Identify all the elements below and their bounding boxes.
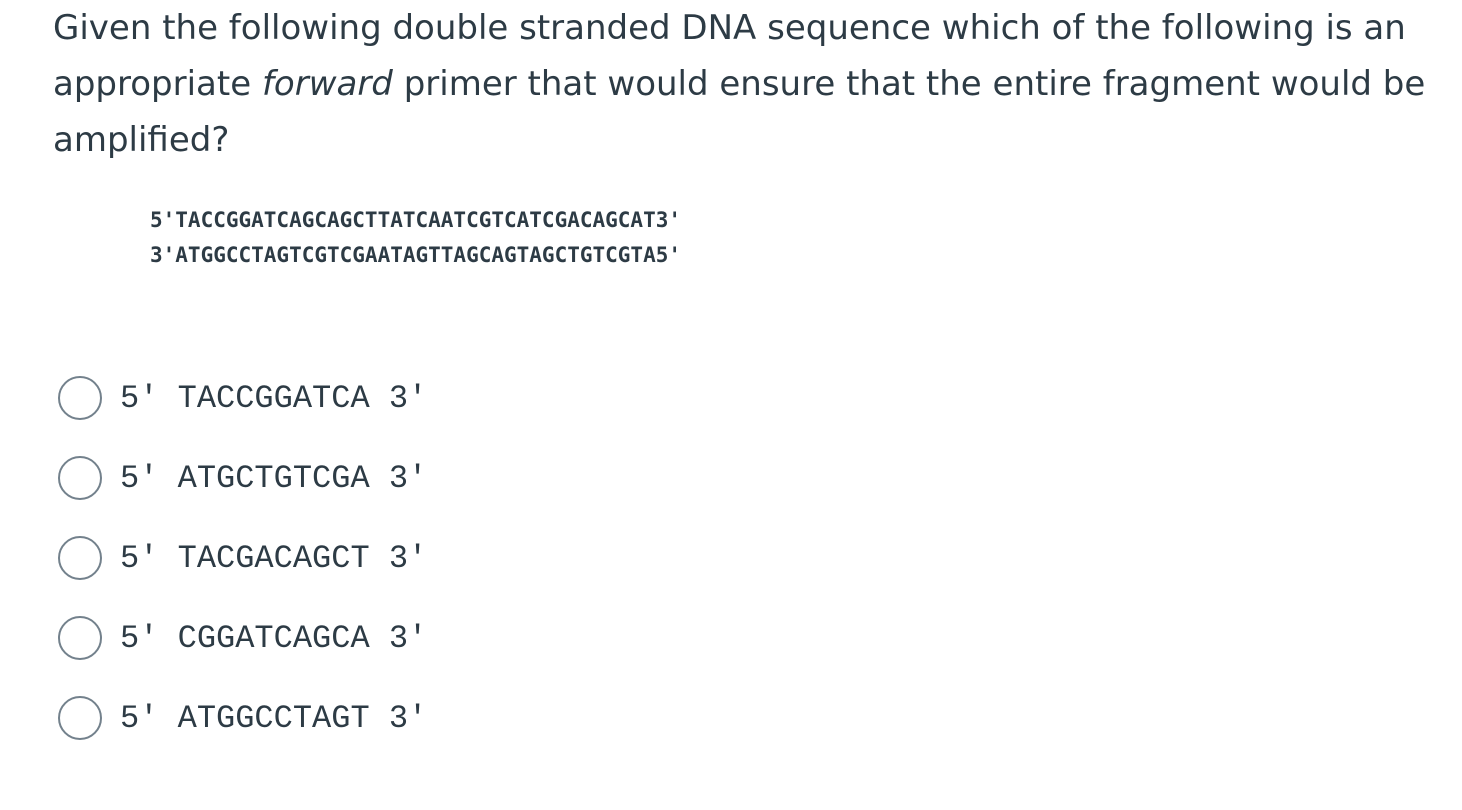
question-line-1: Given the following double stranded DNA sequence which of the following is an [53,8,1406,48]
answer-label-5[interactable]: 5' ATGGCCTAGT 3' [120,699,428,737]
question-emphasis-forward: forward [261,64,393,104]
answer-option-2[interactable] [58,438,427,518]
radio-button-1[interactable] [58,376,102,420]
answer-option-5[interactable] [58,678,427,758]
radio-button-5[interactable] [58,696,102,740]
question-line-3: amplified? [53,120,230,160]
question-line-2-end: primer that would ensure that the entire fragment would be [392,64,1426,104]
answer-option-1[interactable] [58,358,427,438]
answer-option-3[interactable] [58,518,427,598]
answer-label-4[interactable]: 5' CGGATCAGCA 3' [120,619,428,657]
dna-bottom-strand: 3'ATGGCCTAGTCGTCGAATAGTTAGCAGTAGCTGTCGTA5' [150,243,682,267]
radio-button-2[interactable] [58,456,102,500]
question-text [53,0,1448,168]
answer-label-1[interactable]: 5' TACCGGATCA 3' [120,379,428,417]
dna-top-strand: 5'TACCGGATCAGCAGCTTATCAATCGTCATCGACAGCAT3' [150,208,682,232]
answer-label-2[interactable]: 5' ATGCTGTCGA 3' [120,459,428,497]
answer-option-4[interactable] [58,598,427,678]
question-line-2 [53,56,1448,112]
radio-button-3[interactable] [58,536,102,580]
question-line-2-start: appropriate [53,64,262,104]
radio-button-4[interactable] [58,616,102,660]
dna-sequence [150,203,681,273]
answer-list [58,358,427,758]
answer-label-3[interactable]: 5' TACGACAGCT 3' [120,539,428,577]
